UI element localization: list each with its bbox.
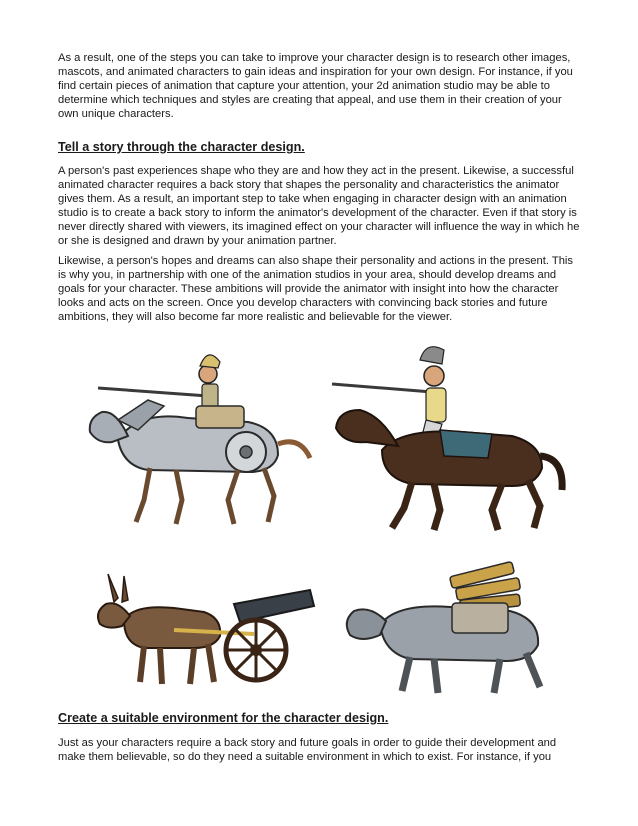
body-paragraph-1: As a result, one of the steps you can take to improve your character design is to research other images, mascots, and animated characters to gain ideas and inspiration for your own design. For instance, if you find certain pieces of animation that capture your attention, your 2d animation studio may be able to determine which techniques and styles are creating that appeal, and use them in their creation of your own unique characters. <box>58 52 573 120</box>
cavalry-rider-brown-horse-illustration <box>322 340 572 535</box>
donkey-pulling-cannon-illustration <box>84 560 324 690</box>
mechanical-cannon-beast-illustration <box>340 555 570 695</box>
body-paragraph-3: Likewise, a person's hopes and dreams can also shape their personality and actions in the present. This is why you, in partnership with one of the animation studios in your area, should develop dreams and goals for your character. These ambitions will provide the animator with insight into how the character looks and acts on the screen. Once you develop characters with convincing back stories and future ambitions, they will also become far more realistic and believable for the viewer. <box>58 255 573 323</box>
body-paragraph-4: Just as your characters require a back story and future goals in order to guide their development and make them believable, so do they need a suitable environment in which to exist. For instance, if you <box>58 737 557 763</box>
section-heading-story: Tell a story through the character design. <box>58 140 305 154</box>
section-heading-environment: Create a suitable environment for the character design. <box>58 711 389 725</box>
body-paragraph-2: A person's past experiences shape who they are and how they act in the present. Likewise, a successful animated character requires a back story that shapes the personality and characteristics the animator gives them. As a result, an important step to take when engaging in character design with an animation studio is to create a back story to inform the animator's development of the character. Even if that story is never directly shared with viewers, its imagined effect on your character will influence the way in which he or she is designed and drawn by your animation partner. <box>58 165 580 247</box>
mechanical-horse-rider-illustration <box>78 340 318 530</box>
